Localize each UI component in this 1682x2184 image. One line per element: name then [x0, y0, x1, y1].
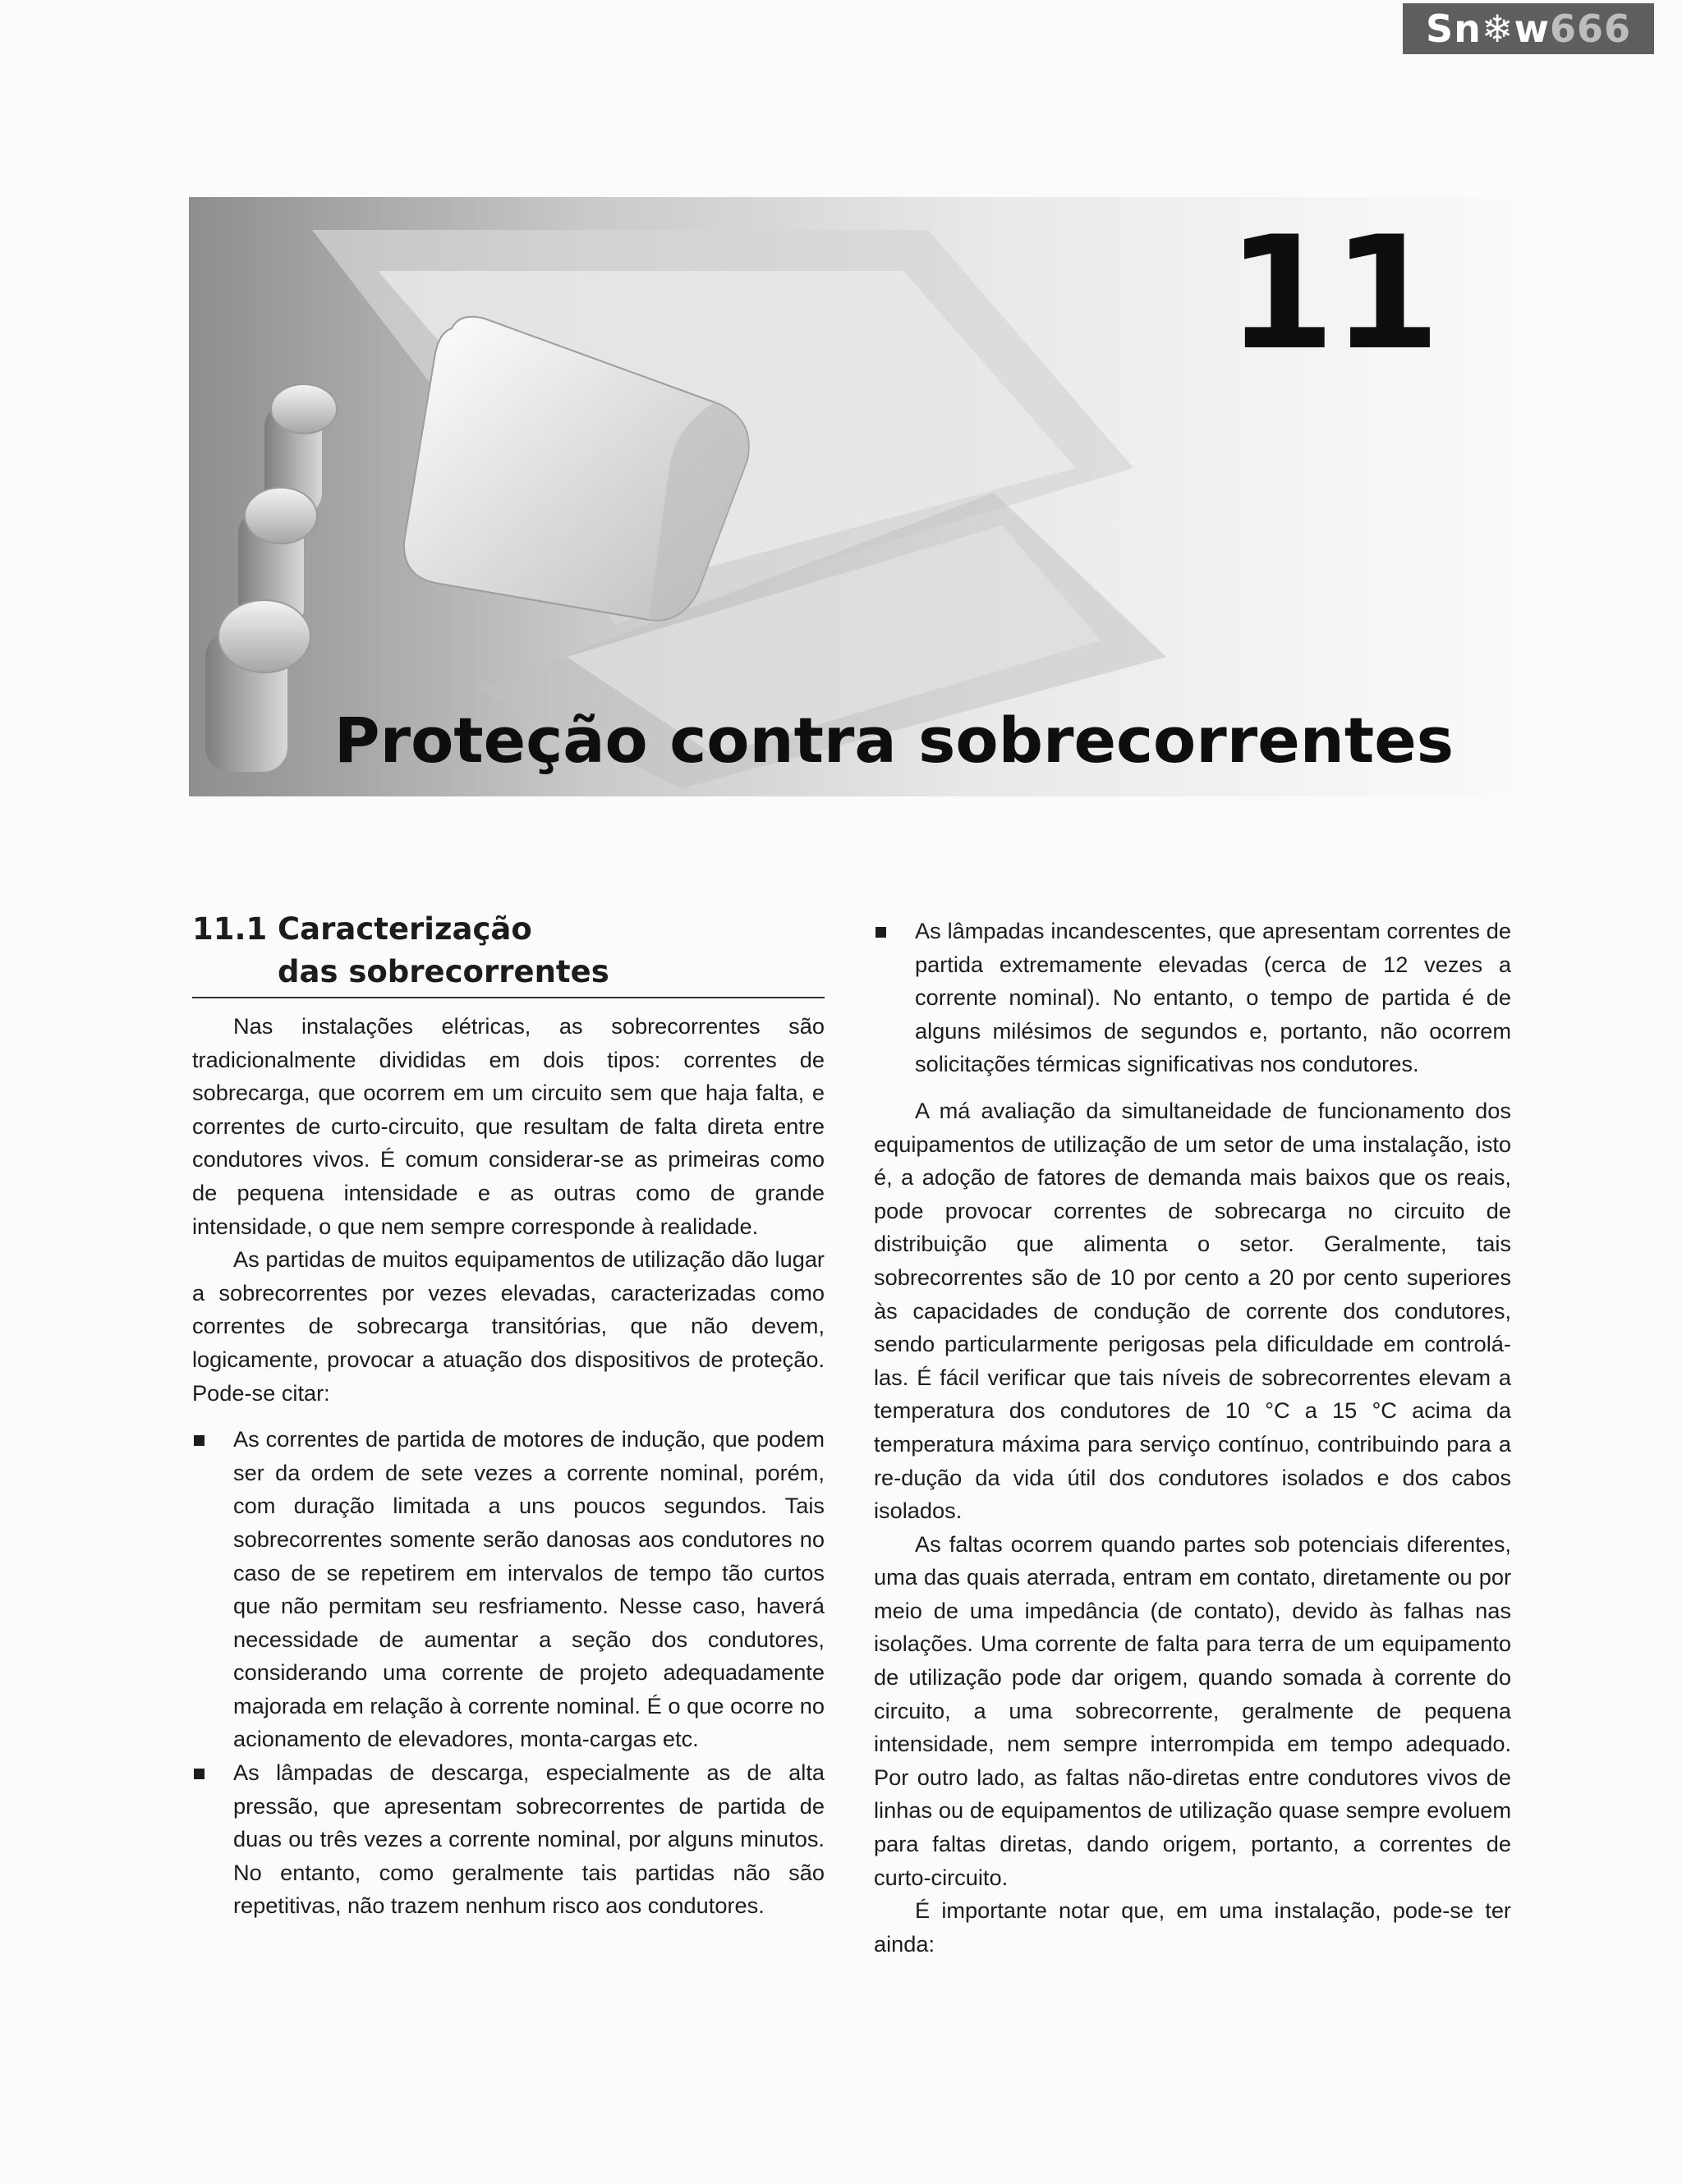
chapter-banner: [189, 197, 1511, 796]
paragraph: É importante notar que, em uma instalação, pode-se ter ainda:: [874, 1897, 1511, 1957]
left-column: [192, 908, 825, 1923]
bullet-list: [874, 915, 1511, 1081]
section-title-line2: das sobrecorrentes: [278, 954, 609, 989]
section-title-line1: Caracterização: [278, 911, 532, 947]
list-item: As correntes de partida de motores de indução, que podem ser da ordem de sete vezes a corrente nominal, porém, com duração limitada a uns poucos segundos. Tais sobrecorrentes somente serão danosas aos condutores no caso de se repetirem em intervalos de tempo tão curtos que não permitam seu resfriamento. Nesse caso, haverá necessidade de aumentar a seção dos condutores, considerando uma corrente de projeto adequadamente majorada em relação à corrente nominal. É o que ocorre no acionamento de elevadores, monta-cargas etc.: [192, 1423, 825, 1756]
section-number: 11.1: [192, 911, 268, 947]
list-item: As lâmpadas incandescentes, que apresentam correntes de partida extremamente elevadas (cerca de 12 vezes a corrente nominal). No entanto, o tempo de partida é de alguns milésimos de segundos e, portanto, não ocorrem solicitações térmicas significativas nos condutores.: [874, 915, 1511, 1081]
bullet-list: [192, 1423, 825, 1923]
paragraph: A má avaliação da simultaneidade de funcionamento dos equipamentos de utilização de um setor de uma instalação, isto é, a adoção de fatores de demanda mais baixos que os reais, pode provocar correntes de sobrecarga no circuito de distribuição que alimenta o setor. Geralmente, tais sobrecorrentes são de 10 por cento a 20 por cento superiores às capacidades de condução de corrente dos condutores, sendo particularmente perigosas pela dificuldade em controlá-las. É fácil verificar que tais níveis de sobrecorrentes elevam a temperatura dos condutores de 10 °C a 15 °C acima da temperatura máxima para serviço contínuo, contribuindo para a re-dução da vida útil dos condutores isolados e dos cabos isolados.: [874, 1097, 1511, 1524]
watermark-logo: Sn❄w666: [1403, 3, 1654, 54]
chapter-title: Proteção contra sobrecorrentes: [333, 704, 1454, 777]
list-item: As lâmpadas de descarga, especialmente as de alta pressão, que apresentam sobrecorrentes de partida de duas ou três vezes a corrente nominal, por alguns minutos. No entanto, como geralmente tais partidas não são repetitivas, não trazem nenhum risco aos condutores.: [192, 1756, 825, 1923]
paragraph: As faltas ocorrem quando partes sob potenciais diferentes, uma das quais aterrada, entram em contato, diretamente ou por meio de uma impedância (de contato), devido às falhas nas isolações. Uma corrente de falta para terra de um equipamento de utilização pode dar origem, quando somada à corrente do circuito, a uma sobrecorrente, geralmente de pequena intensidade, nem sempre interrompida em tempo adequado. Por outro lado, as faltas não-diretas entre condutores vivos de linhas ou de equipamentos de utilização quase sempre evoluem para faltas diretas, dando origem, portanto, a correntes de curto-circuito.: [874, 1530, 1511, 1890]
paragraph: As partidas de muitos equipamentos de utilização dão lugar a sobrecorrentes por vezes elevadas, caracterizadas como correntes de sobrecarga transitórias, que não devem, logicamente, provocar a atuação dos dispositivos de proteção. Pode-se citar:: [192, 1246, 825, 1406]
chapter-number: 11: [1226, 203, 1437, 384]
paragraph: Nas instalações elétricas, as sobrecorrentes são tradicionalmente divididas em dois tipos: correntes de sobrecarga, que ocorrem em um circuito sem que haja falta, e correntes de curto-circuito, que resultam de falta direta entre condutores vivos. É comum considerar-se as primeiras como de pequena intensidade e as outras como de grande intensidade, o que nem sempre corresponde à realidade.: [192, 1013, 825, 1239]
right-column: [874, 915, 1511, 1961]
section-heading: [192, 908, 825, 998]
